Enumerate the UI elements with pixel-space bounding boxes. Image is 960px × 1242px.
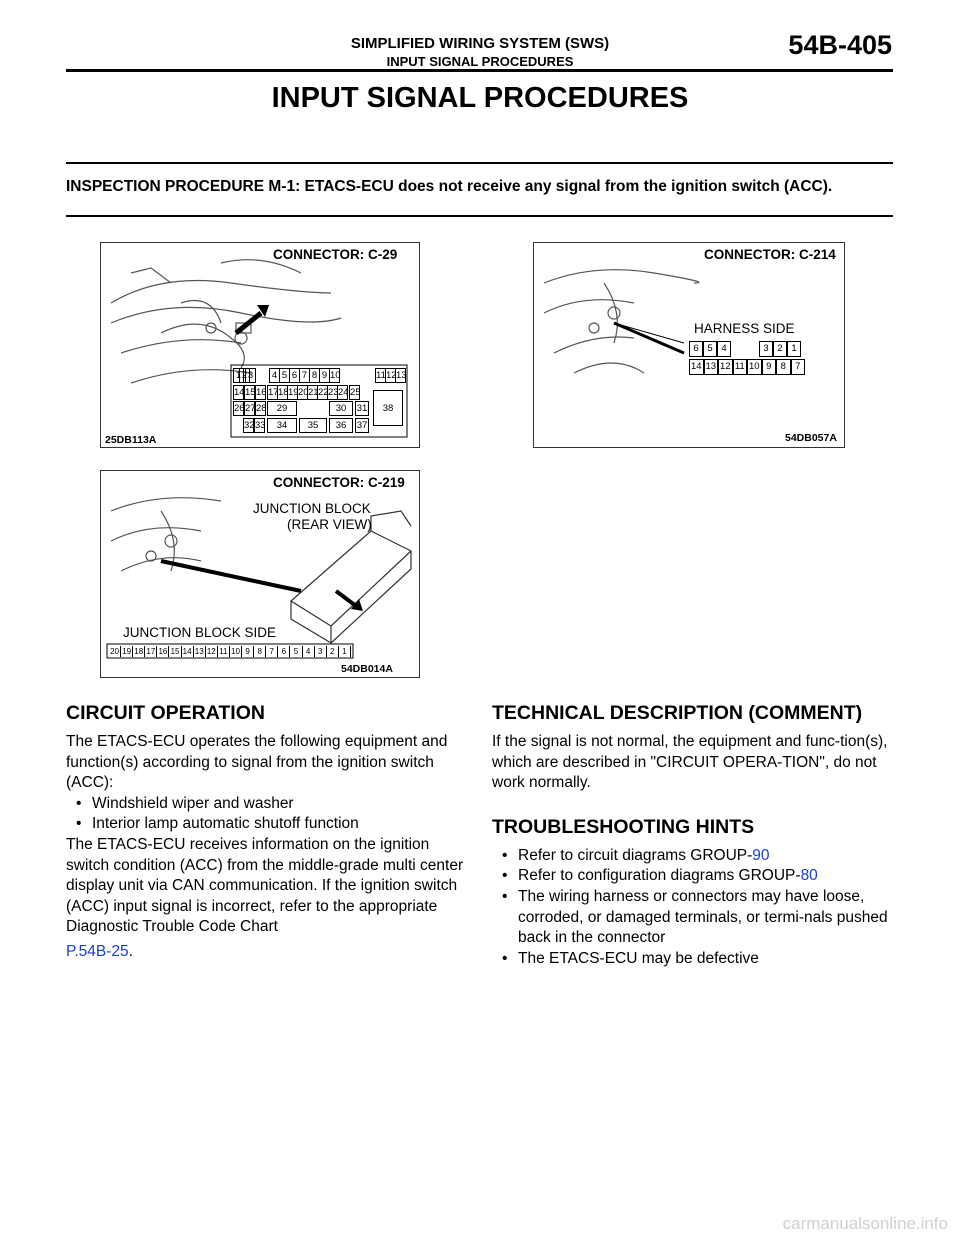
pin-grid-c214 xyxy=(689,341,805,377)
circuit-list xyxy=(66,794,466,835)
connector-pin: 30 xyxy=(329,401,353,416)
connector-pin: 15 xyxy=(245,387,256,398)
connector-pin: 2 xyxy=(327,646,339,657)
hints-list xyxy=(492,846,892,970)
connector-pin: 10 xyxy=(230,646,242,657)
connector-pin: 3 xyxy=(315,646,327,657)
harness-side-label: HARNESS SIDE xyxy=(694,321,795,336)
circuit-ref xyxy=(66,942,466,963)
list-item: • The wiring harness or connectors may have loose, corroded, or damaged terminals, or termi-nals pushed back in the connector xyxy=(492,887,892,949)
connector-pin: 31 xyxy=(356,403,368,414)
hint-text: Refer to configuration diagrams GROUP- xyxy=(518,867,801,885)
list-item: • Interior lamp automatic shutoff function xyxy=(66,814,466,835)
connector-pin: 16 xyxy=(256,387,267,398)
connector-pin: 25 xyxy=(350,387,361,398)
connector-pin: 12 xyxy=(386,370,397,381)
connector-pin: 36 xyxy=(329,418,353,433)
connector-pin: 14 xyxy=(182,646,194,657)
hint-text: Refer to circuit diagrams GROUP- xyxy=(518,846,753,864)
connector-pin: 13 xyxy=(396,370,407,381)
connector-pin: 1 xyxy=(233,368,244,383)
connector-pin: 33 xyxy=(255,420,266,431)
connector-pin: 15 xyxy=(169,646,181,657)
connector-pin: 7 xyxy=(266,646,278,657)
connector-pin: 6 xyxy=(289,368,300,383)
connector-pin: 13 xyxy=(194,646,206,657)
connector-pin: 12 xyxy=(718,359,733,375)
connector-pin: 34 xyxy=(267,418,297,433)
connector-pin: 23 xyxy=(328,387,339,398)
pin-row-c219 xyxy=(109,646,351,657)
connector-pin: 3 xyxy=(759,341,773,357)
connector-pin: 17 xyxy=(268,387,279,398)
connector-pin: 14 xyxy=(689,359,704,375)
connector-pin: 8 xyxy=(776,359,791,375)
connector-pin: 2 xyxy=(773,341,787,357)
connector-pin: 20 xyxy=(298,387,309,398)
list-item: • Windshield wiper and washer xyxy=(66,794,466,815)
connector-pin: 4 xyxy=(269,368,280,383)
connector-pin: 3 xyxy=(245,368,256,383)
connector-pin: 28 xyxy=(256,403,267,414)
period: . xyxy=(128,942,133,960)
page-number: 54B-405 xyxy=(788,30,892,60)
list-item xyxy=(492,866,892,887)
connector-pin: 19 xyxy=(121,646,133,657)
technical-section xyxy=(492,702,892,969)
connector-pin: 1 xyxy=(787,341,801,357)
connector-pin: 38 xyxy=(373,390,403,426)
list-item: • The ETACS-ECU may be defective xyxy=(492,949,892,970)
group-80-link[interactable]: 80 xyxy=(800,867,818,885)
figure-connector-c214 xyxy=(533,242,845,448)
figure-connector-c29 xyxy=(100,242,420,448)
connector-pin: 13 xyxy=(704,359,719,375)
figure-id: 25DB113A xyxy=(105,434,157,446)
connector-pin: 26 xyxy=(234,403,245,414)
watermark: carmanualsonline.info xyxy=(782,1214,948,1233)
connector-pin: 2 xyxy=(239,368,250,383)
subsection-title: INPUT SIGNAL PROCEDURES xyxy=(386,54,574,69)
connector-pin: 6 xyxy=(278,646,290,657)
list-item xyxy=(492,846,892,867)
connector-pin: 29 xyxy=(267,401,297,416)
section-title: SIMPLIFIED WIRING SYSTEM (SWS) xyxy=(350,35,610,52)
connector-pin: 18 xyxy=(278,387,289,398)
connector-pin: 4 xyxy=(717,341,731,357)
connector-pin: 4 xyxy=(303,646,315,657)
technical-body: If the signal is not normal, the equipment and func-tion(s), which are described in "CIRCUIT OPERA-TION", do not work normally. xyxy=(492,733,888,792)
technical-heading: TECHNICAL DESCRIPTION (COMMENT) xyxy=(492,702,863,724)
figure-id: 54DB057A xyxy=(785,432,837,444)
figure-id: 54DB014A xyxy=(341,663,393,675)
connector-pin: 17 xyxy=(145,646,157,657)
rule-top xyxy=(66,162,893,164)
rear-view-label: (REAR VIEW) xyxy=(287,517,372,532)
connector-pin: 8 xyxy=(309,368,320,383)
group-90-link[interactable]: 90 xyxy=(752,846,770,864)
header-rule xyxy=(66,69,893,72)
connector-pin: 19 xyxy=(288,387,299,398)
connector-pin: 8 xyxy=(254,646,266,657)
circuit-operation-section xyxy=(66,702,466,963)
connector-pin: 20 xyxy=(109,646,121,657)
rule-bottom xyxy=(66,215,893,217)
inspection-title: INSPECTION PROCEDURE M-1: ETACS-ECU does not receive any signal from the ignition switch (ACC). xyxy=(66,178,833,195)
connector-pin: 18 xyxy=(133,646,145,657)
hints-heading: TROUBLESHOOTING HINTS xyxy=(492,815,755,838)
connector-pin: 9 xyxy=(319,368,330,383)
connector-pin: 11 xyxy=(218,646,230,657)
connector-pin: 1 xyxy=(339,646,351,657)
connector-pin: 24 xyxy=(338,387,349,398)
connector-pin: 10 xyxy=(747,359,762,375)
circuit-intro: The ETACS-ECU operates the following equipment and function(s) according to signal from the ignition switch (ACC): xyxy=(66,733,448,792)
figure-label: CONNECTOR: C-219 xyxy=(273,475,405,490)
connector-pin: 11 xyxy=(733,359,748,375)
page-title: INPUT SIGNAL PROCEDURES xyxy=(271,82,689,114)
circuit-heading: CIRCUIT OPERATION xyxy=(66,702,265,724)
connector-pin: 5 xyxy=(279,368,290,383)
connector-pin: 10 xyxy=(330,370,341,381)
connector-pin: 32 xyxy=(244,420,255,431)
junction-block-label: JUNCTION BLOCK xyxy=(253,501,371,516)
figure-label: CONNECTOR: C-214 xyxy=(704,247,836,262)
connector-pin: 21 xyxy=(308,387,319,398)
figure-connector-c219 xyxy=(100,470,420,678)
connector-pin: 27 xyxy=(245,403,256,414)
connector-pin: 6 xyxy=(689,341,703,357)
connector-pin: 37 xyxy=(356,420,368,431)
dtc-chart-link[interactable]: P.54B-25 xyxy=(66,942,129,960)
connector-pin: 16 xyxy=(157,646,169,657)
connector-pin: 35 xyxy=(299,418,327,433)
connector-pin: 12 xyxy=(206,646,218,657)
connector-pin: 5 xyxy=(703,341,717,357)
connector-pin: 5 xyxy=(290,646,302,657)
circuit-body: The ETACS-ECU receives information on the ignition switch condition (ACC) from the middle-grade multi center display unit via CAN communication. If the ignition switch (ACC) input signal is incorrect, refer to the appropriate Diagnostic Trouble Code Chart xyxy=(66,835,464,936)
connector-pin: 9 xyxy=(242,646,254,657)
connector-pin: 22 xyxy=(318,387,329,398)
junction-block-side-label: JUNCTION BLOCK SIDE xyxy=(123,625,277,640)
connector-pin: 9 xyxy=(762,359,777,375)
connector-pin: 11 xyxy=(376,370,386,381)
connector-pin: 7 xyxy=(299,368,310,383)
figure-label: CONNECTOR: C-29 xyxy=(273,247,398,262)
connector-pin: 14 xyxy=(234,387,245,398)
connector-pin: 7 xyxy=(791,359,806,375)
pin-grid-c29 xyxy=(233,368,405,434)
